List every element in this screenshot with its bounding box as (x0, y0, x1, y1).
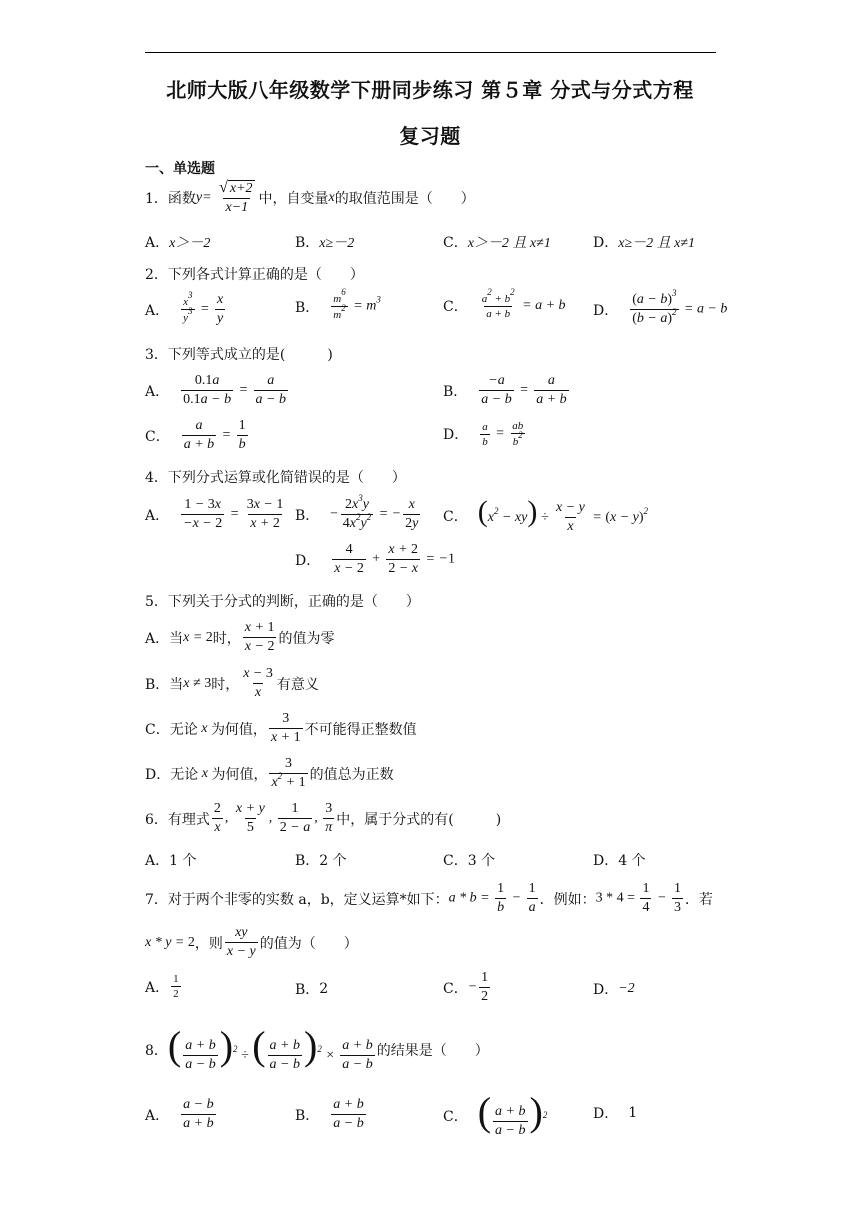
q3-option-c[interactable] (145, 418, 250, 453)
q5-option-b[interactable] (145, 666, 319, 701)
option-label: C．无论 (145, 721, 198, 738)
q3-option-b[interactable] (443, 373, 571, 408)
question-8 (145, 1023, 489, 1073)
document-subtitle: 复习题 (399, 124, 461, 148)
q7-option-c[interactable] (443, 970, 492, 1005)
option-value: 1 (628, 1105, 638, 1121)
q4-option-c[interactable] (443, 497, 648, 535)
option-label: A． (145, 302, 170, 319)
q4-c-expr: $(x^2 - xy)$ ÷ $\frac{x - y}{x}$ = $(x - y)^2$ (477, 495, 649, 535)
question-6 (145, 801, 501, 836)
q1-option-b[interactable] (295, 232, 354, 252)
option-label: A． (145, 383, 170, 400)
option-label: A． (145, 979, 170, 996)
question-7 (145, 881, 713, 916)
q3-a-expr: $\frac{0.1a}{0.1a - b}$ = $\frac{a}{a - b}$ (183, 373, 286, 407)
option-value: x＞－2 (169, 236, 211, 251)
q8-option-a[interactable] (145, 1097, 218, 1132)
option-label: A． (145, 507, 170, 524)
q3-option-a[interactable] (145, 373, 290, 408)
option-value: $\frac{a - b}{a + b}$ (183, 1097, 214, 1131)
q2-c-expr: $\frac{a^2 + b^2}{a + b}$ = a + b (481, 287, 566, 320)
q5-option-c[interactable] (145, 711, 417, 746)
q4-option-d[interactable] (295, 542, 455, 577)
option-label: B． (295, 982, 320, 998)
q5-b-frac: $\frac{x - 3}{x}$ (243, 666, 273, 700)
q7-option-b[interactable] (295, 979, 328, 999)
q7-option-a[interactable] (145, 973, 183, 1000)
q6-option-b[interactable]: B．2 个 (295, 853, 347, 869)
option-text: 不可能得正整数值 (304, 721, 417, 738)
q6-text-end: 中，属于分式的有( ) (336, 811, 502, 828)
option-label: C． (443, 980, 468, 997)
option-text: 时， (211, 676, 240, 693)
document-title: 北师大版八年级数学下册同步练习 第５章 分式与分式方程 (166, 78, 694, 102)
q2-a-expr: $\frac{x^3}{y^3}$ = $\frac{x}{y}$ (183, 290, 224, 326)
q5-option-a[interactable] (145, 620, 334, 655)
q5-d-frac: $\frac{3}{x^2 + 1}$ (271, 756, 306, 790)
q2-option-b[interactable] (295, 287, 381, 321)
q7-text-then: ，则 (194, 935, 223, 952)
option-value: 2 (319, 981, 329, 997)
option-label: C． (443, 235, 468, 251)
option-label: D． (593, 982, 619, 998)
q7-example: 3 * 4 = $\frac{1}{4}$ − $\frac{1}{3}$ (595, 881, 681, 915)
option-label: B．当 (145, 676, 184, 693)
q8-option-c[interactable] (443, 1089, 548, 1139)
q1-text: 1．函数 (145, 191, 196, 207)
q1-function: y= √ x+2 x−1 (195, 179, 253, 215)
q5-a-frac: $\frac{x + 1}{x - 2}$ (244, 620, 275, 654)
q7-condition: x * y = 2 (145, 934, 195, 950)
q6-text: 6．有理式 (145, 811, 210, 828)
option-label: A．当 (145, 630, 184, 647)
q7-target: $\frac{xy}{x - y}$ (226, 925, 256, 959)
option-text: 的值总为正数 (309, 766, 394, 783)
option-value: $\frac{1}{2}$ (173, 973, 179, 1000)
q7-option-d[interactable] (593, 979, 635, 999)
question-1 (145, 180, 475, 216)
option-value: $\frac{a + b}{a - b}$ (333, 1097, 364, 1131)
q6-option-d[interactable]: D．4 个 (593, 853, 646, 869)
q7-definition: a * b = $\frac{1}{b}$ − $\frac{1}{a}$ (448, 881, 536, 915)
option-label: A． (145, 235, 170, 251)
option-label: D．无论 (145, 766, 199, 783)
option-value: − $\frac{1}{2}$ (467, 970, 489, 1004)
q5-c-frac: $\frac{3}{x + 1}$ (270, 711, 301, 745)
option-label: D． (295, 552, 321, 569)
q3-d-expr: $\frac{a}{b}$ = $\frac{ab}{b^2}$ (482, 420, 524, 448)
q1-option-d[interactable] (593, 232, 695, 252)
q8-number: 8． (145, 1042, 168, 1059)
option-text: 的值为零 (278, 630, 335, 647)
q1-option-c[interactable] (443, 232, 551, 252)
q1-var: x (328, 190, 335, 205)
option-value: x＞－2 且 x≠1 (467, 236, 551, 251)
q7-text-example: ．例如： (539, 891, 596, 908)
q7-text: 7．对于两个非零的实数 a，b，定义运算*如下： (145, 891, 449, 908)
q6-expressions: $\frac{2}{x}$ , $\frac{x + y}{5}$ , $\frac{1}{2 - a}$ , $\frac{3}{\pi}$ (213, 801, 333, 835)
q8-expression: ( $\frac{a + b}{a - b}$ )$^2$ ÷ ( $\frac{a + b}{a - b}$ )$^2$ × $\frac{a + b}{a - b}$ (167, 1023, 373, 1073)
option-label: B． (295, 235, 320, 251)
q5-b-cond: x ≠ 3 (183, 675, 212, 691)
question-4: 4．下列分式运算或化简错误的是（ ） (145, 470, 406, 486)
question-2: 2．下列各式计算正确的是（ ） (145, 267, 364, 283)
q4-b-expr: − $\frac{2x^3y}{4x^2y^2}$ = − $\frac{x}{2y}$ (329, 493, 419, 531)
q5-d-var: x (198, 765, 212, 781)
q8-text-end: 的结果是（ ） (376, 1042, 489, 1059)
option-label: A． (145, 1107, 170, 1124)
q4-option-a[interactable] (145, 497, 287, 532)
option-text: 为何值， (210, 721, 267, 738)
header-rule (145, 52, 716, 53)
option-text: 时， (212, 630, 241, 647)
option-value: ( $\frac{a + b}{a - b}$ )$^2$ (477, 1089, 548, 1139)
option-label: D． (593, 1106, 619, 1122)
q2-b-expr: $\frac{m^6}{m^2}$ = $m^3$ (333, 287, 381, 321)
option-value: −2 (618, 981, 635, 996)
q2-option-c[interactable] (443, 287, 566, 320)
q8-option-d[interactable] (593, 1103, 637, 1123)
q7-text-end: 的值为（ ） (259, 935, 358, 952)
q4-option-b[interactable] (295, 493, 422, 532)
option-label: B． (443, 383, 468, 400)
q6-option-a[interactable]: A．1 个 (145, 853, 197, 869)
option-label: B． (295, 299, 320, 316)
q1-text-end: 的取值范围是（ ） (334, 191, 475, 207)
q3-option-d[interactable] (443, 420, 527, 448)
option-label: C． (443, 299, 468, 315)
q2-option-a[interactable] (145, 292, 227, 327)
q5-option-d[interactable] (145, 756, 394, 791)
q3-b-expr: $\frac{-a}{a - b}$ = $\frac{a}{a + b}$ (481, 373, 567, 407)
option-label: C． (443, 1108, 468, 1125)
option-label: D． (593, 302, 619, 319)
section-heading: 一、单选题 (145, 161, 215, 177)
q8-option-b[interactable] (295, 1097, 368, 1132)
q5-c-var: x (197, 720, 211, 736)
option-label: B． (295, 1107, 320, 1124)
q1-text-mid: 中，自变量 (258, 191, 329, 207)
q2-d-expr: $\frac{(a - b)^3}{(b - a)^2}$ = a − b (632, 288, 728, 326)
question-7-line2 (145, 925, 358, 960)
question-5: 5．下列关于分式的判断，正确的是（ ） (145, 594, 420, 610)
q6-option-c[interactable]: C．3 个 (443, 853, 496, 869)
option-value: x≥－2 (319, 236, 355, 251)
q2-option-d[interactable] (593, 288, 728, 327)
option-label: B． (295, 507, 320, 524)
option-text: 为何值， (211, 766, 268, 783)
option-label: D． (443, 427, 469, 443)
option-text: 有意义 (276, 676, 319, 693)
q5-a-cond: x = 2 (183, 629, 213, 645)
q7-text-if: ．若 (684, 891, 713, 908)
q3-c-expr: $\frac{a}{a + b}$ = $\frac{1}{b}$ (183, 418, 246, 452)
q4-d-expr: $\frac{4}{x - 2}$ + $\frac{x + 2}{2 - x}$ = −1 (334, 542, 455, 576)
option-label: C． (145, 428, 170, 445)
option-value: x≥－2 且 x≠1 (618, 236, 696, 251)
option-label: C． (443, 509, 468, 526)
question-3: 3．下列等式成立的是( ) (145, 347, 333, 363)
q1-option-a[interactable] (145, 232, 210, 252)
q4-a-expr: $\frac{1 - 3x}{-x - 2}$ = $\frac{3x - 1}{x + 2}$ (183, 497, 284, 531)
option-label: D． (593, 235, 619, 251)
